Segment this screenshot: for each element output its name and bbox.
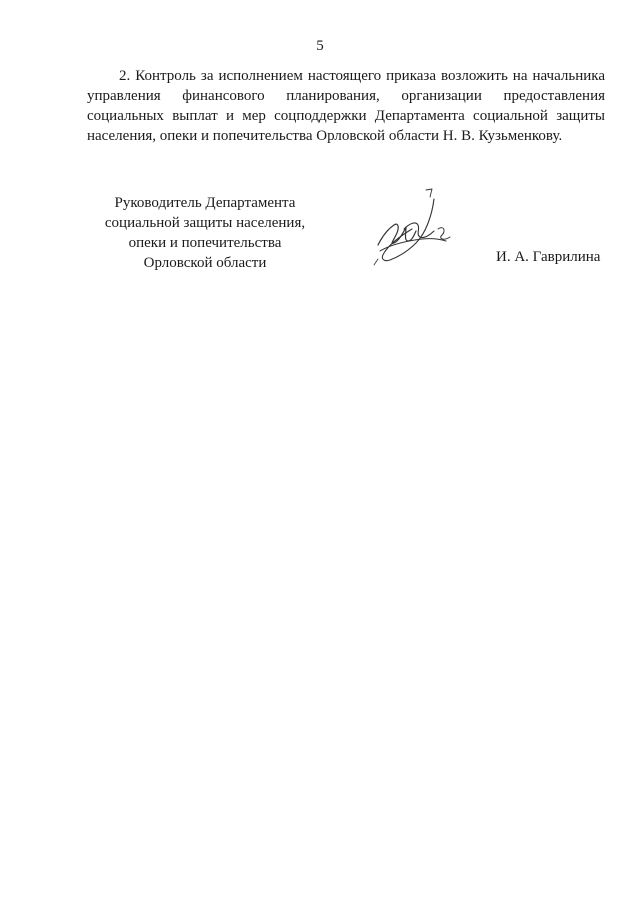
signer-position-line: опеки и попечительства xyxy=(128,235,282,251)
paragraph-line: управления финансового планирования, организации предоставления xyxy=(87,88,605,104)
signer-position-line: Руководитель Департамента xyxy=(114,195,296,211)
paragraph-line: населения, опеки и попечительства Орловской области Н. В. Кузьменкову. xyxy=(87,128,563,144)
control-paragraph xyxy=(87,66,605,146)
signer-name: И. А. Гаврилина xyxy=(496,249,601,265)
paragraph-line: социальных выплат и мер соцподдержки Департамента социальной защиты xyxy=(87,108,605,124)
signer-position-line: социальной защиты населения, xyxy=(104,215,306,231)
page-number: 5 xyxy=(316,38,324,54)
signer-position-line: Орловской области xyxy=(143,255,267,271)
paragraph-line: 2. Контроль за исполнением настоящего приказа возложить на начальника xyxy=(119,68,605,84)
handwritten-signature xyxy=(360,185,460,270)
signer-position xyxy=(80,193,330,273)
